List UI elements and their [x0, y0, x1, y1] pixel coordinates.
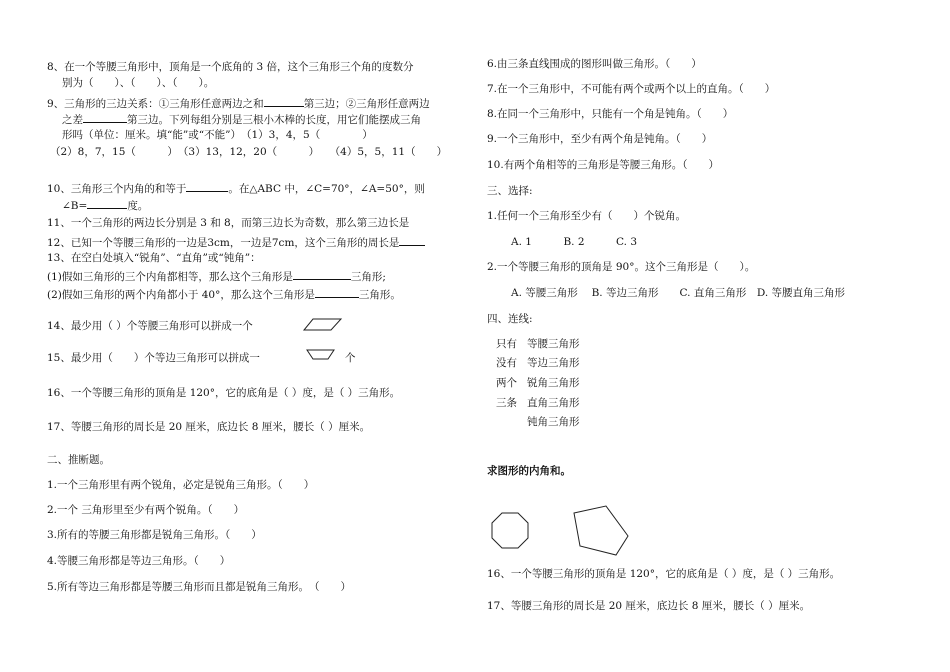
section-choice-title: 三、选择: — [487, 185, 533, 197]
pentagon-icon — [571, 505, 631, 557]
right-question-17: 17、等腰三角形的周长是 20 厘米，底边长 8 厘米，腰长（ ）厘米。 — [487, 600, 811, 612]
question-10-line-1: 10、三角形三个内角的和等于 。在△ABC 中，∠C=70°，∠A=50°，则 — [47, 180, 425, 196]
question-13-part-1: (1)假如三角形的三个内角都相等，那么这个三角形是 三角形; — [47, 268, 386, 284]
match-left-2[interactable]: 没有 — [496, 357, 517, 369]
question-8-line-2: 别为（ ）、（ ）、（ ）。 — [62, 77, 215, 89]
judgment-8: 8.在同一个三角形中，只能有一个角是钝角。（ ） — [487, 108, 734, 120]
judgment-3: 3.所有的等腰三角形都是锐角三角形。（ ） — [47, 529, 262, 541]
blank[interactable] — [83, 111, 127, 123]
section-judgment-title: 二、推断题。 — [47, 454, 110, 466]
match-right-5[interactable]: 钝角三角形 — [527, 416, 580, 428]
judgment-6: 6.由三条直线围成的图形叫做三角形。（ ） — [487, 58, 702, 70]
judgment-1: 1.一个三角形里有两个锐角，必定是锐角三角形。（ ） — [47, 479, 315, 491]
match-right-2[interactable]: 等边三角形 — [527, 357, 580, 369]
question-8-line-1: 8、在一个等腰三角形中，顶角是一个底角的 3 倍，这个三角形三个角的度数分 — [47, 61, 414, 73]
octagon-icon — [491, 512, 531, 550]
choice-2-options: A. 等腰三角形 B. 等边三角形 C. 直角三角形 D. 等腰直角三角形 — [511, 287, 846, 299]
blank[interactable] — [186, 180, 228, 192]
question-14: 14、最少用（ ）个等腰三角形可以拼成一个 — [47, 320, 253, 332]
match-left-3[interactable]: 两个 — [496, 377, 517, 389]
trapezoid-icon — [306, 349, 336, 361]
blank[interactable] — [315, 286, 359, 298]
judgment-4: 4.等腰三角形都是等边三角形。（ ） — [47, 555, 231, 567]
match-right-1[interactable]: 等腰三角形 — [527, 338, 580, 350]
question-13: 13、在空白处填入“锐角”、“直角”或“钝角”： — [47, 252, 261, 264]
judgment-7: 7.在一个三角形中，不可能有两个或两个以上的直角。（ ） — [487, 83, 776, 95]
parallelogram-icon — [303, 318, 343, 332]
section-match-title: 四、连线: — [487, 313, 533, 325]
blank[interactable] — [399, 234, 425, 246]
question-13-part-2: (2)假如三角形的两个内角都小于 40°，那么这个三角形是 三角形。 — [47, 286, 401, 302]
question-15-tail: 个 — [345, 352, 356, 364]
question-15: 15、最少用（ ）个等边三角形可以拼成一 — [47, 352, 260, 364]
question-17: 17、等腰三角形的周长是 20 厘米，底边长 8 厘米，腰长（ ）厘米。 — [47, 421, 371, 433]
match-right-3[interactable]: 锐角三角形 — [527, 377, 580, 389]
match-left-1[interactable]: 只有 — [496, 338, 517, 350]
judgment-2: 2.一个 三角形里至少有两个锐角。（ ） — [47, 504, 245, 516]
choice-1: 1.任何一个三角形至少有（ ）个锐角。 — [487, 210, 687, 222]
question-9-line-2: 之差 第三边。下列每组分别是三根小木棒的长度，用它们能摆成三角 — [62, 111, 421, 127]
question-9-line-3: 形吗（单位：厘米。填“能”或“不能”） （1）3，4，5（ ） — [62, 129, 373, 141]
match-right-4[interactable]: 直角三角形 — [527, 397, 580, 409]
question-9-line-1: 9、三角形的三边关系：①三角形任意两边之和 第三边；②三角形任意两边 — [47, 95, 430, 111]
question-10-line-2: ∠B= 度。 — [62, 197, 148, 213]
right-question-16: 16、一个等腰三角形的顶角是 120°，它的底角是（ ）度，是（ ）三角形。 — [487, 568, 841, 580]
judgment-9: 9.一个三角形中，至少有两个角是钝角。（ ） — [487, 133, 713, 145]
section-angle-sum-title: 求图形的内角和。 — [487, 465, 571, 477]
question-9-line-4: （2）8，7，15（ ） （3）13，12，20（ ） （4）5，5，11（ ） — [50, 146, 448, 158]
choice-2: 2.一个等腰三角形的顶角是 90°。这个三角形是（ ）。 — [487, 261, 756, 273]
question-11: 11、一个三角形的两边长分别是 3 和 8，而第三边长为奇数，那么第三边长是 — [47, 217, 410, 229]
question-12: 12、已知一个等腰三角形的一边是3cm，一边是7cm，这个三角形的周长是 — [47, 234, 425, 250]
match-left-4[interactable]: 三条 — [496, 397, 517, 409]
question-16: 16、一个等腰三角形的顶角是 120°，它的底角是（ ）度，是（ ）三角形。 — [47, 387, 401, 399]
choice-1-options: A. 1 B. 2 C. 3 — [511, 236, 638, 248]
judgment-10: 10.有两个角相等的三角形是等腰三角形。（ ） — [487, 159, 719, 171]
blank[interactable] — [87, 197, 127, 209]
blank[interactable] — [293, 268, 351, 280]
judgment-5: 5.所有等边三角形都是等腰三角形而且都是锐角三角形。 （ ） — [47, 581, 352, 593]
blank[interactable] — [264, 95, 304, 107]
